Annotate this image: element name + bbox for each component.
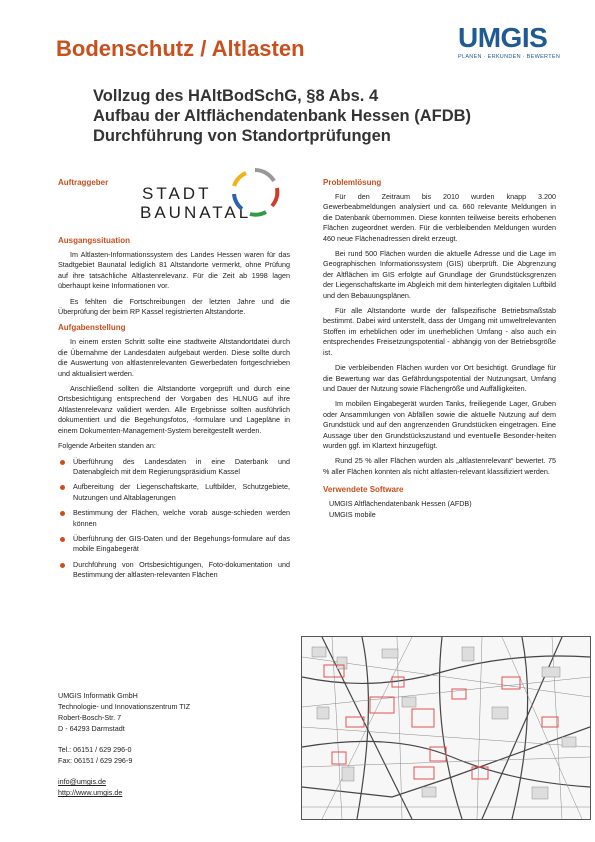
logo-tagline: PLANEN · ERKUNDEN · BEWERTEN bbox=[458, 54, 561, 60]
solution-paragraph: Die verbleibenden Flächen wurden vor Ort besichtigt. Grundlage für die Bewertung war das Gefährdungspotential der Nutzungsart, Umfang und Dauer der Nutzung sowie Flächengröße und Auffälligkeiten. bbox=[323, 363, 556, 393]
site-map-image bbox=[301, 636, 591, 820]
task-list bbox=[58, 457, 290, 581]
map-drawing bbox=[302, 637, 590, 819]
software-item: UMGIS Altflächendatenbank Hessen (AFDB) bbox=[329, 499, 472, 509]
solution-paragraph: Für alle Altstandorte wurde der fallspezifische Betriebsmaßstab bestimmt. Dabei wird unterstellt, dass der Umgang mit umweltrelevanten Stoffen im erheblichen oder im unerheblichen Umfang - also auch ein entsprechendes Freisetzungspotential - abhängig von der Betriebsgröße ist. bbox=[323, 306, 556, 357]
baunatal-logo-line-2: BAUNATAL bbox=[140, 203, 252, 222]
solution-paragraph: Rund 25 % aller Flächen wurden als „altlastenrelevant“ bewertet. 75 % aller Flächen konnten als nicht altlasten-relevant klassifiziert werden. bbox=[323, 456, 556, 476]
list-item bbox=[58, 482, 290, 503]
situation-paragraph: Im Altlasten-Informationssystem des Landes Hessen waren für das Stadtgebiet Baunatal lediglich 81 Altstandorte vermerkt, ohne Prüfung auf ihre tatsächliche Altlastenrelevanz. Für die Zeit ab 1998 lagen überhaupt keine Informationen vor. bbox=[58, 250, 290, 291]
page-title: Bodenschutz / Altlasten bbox=[56, 36, 305, 61]
subtitle-line-3: Durchführung von Standortprüfungen bbox=[93, 127, 391, 145]
bullet-icon bbox=[60, 485, 65, 490]
subtitle-line-2: Aufbau der Altflächendatenbank Hessen (AFDB) bbox=[93, 107, 472, 125]
list-item-text: Überführung des Landesdaten in eine Daterbank und Datenabgleich mit dem Regierungspräsidium Kassel bbox=[73, 456, 290, 476]
bullet-icon bbox=[60, 511, 65, 516]
list-item bbox=[58, 457, 290, 478]
task-intro: Folgende Arbeiten standen an: bbox=[58, 441, 156, 451]
subtitle-line-1: Vollzug des HAltBodSchG, §8 Abs. 4 bbox=[93, 87, 379, 105]
left-column bbox=[58, 178, 290, 586]
client-heading: Auftraggeber bbox=[58, 178, 109, 187]
right-column bbox=[323, 178, 556, 520]
solution-heading: Problemlösung bbox=[323, 178, 382, 187]
logo-wordmark: UMGIS bbox=[458, 22, 548, 53]
list-item bbox=[58, 534, 290, 555]
software-heading: Verwendete Software bbox=[323, 485, 404, 495]
list-item-text: Durchführung von Ortsbesichtigungen, Foto-dokumentation und Bestimmung der altlasten-relevanten Flächen bbox=[73, 559, 290, 580]
solution-paragraph: Im mobilen Eingabegerät wurden Tanks, freiliegende Lager, Gruben oder Ansammlungen von Abfällen sowie die aktuelle Nutzung auf dem Grundstück und auf den angrenzenden Grundstücken eingetragen. Eine Aussage über den Grundstückszustand und eventuelle Besonder-heiten wurden ggf. im Klartext hinzugefügt. bbox=[323, 399, 556, 450]
list-item-text: Überführung der GIS-Daten und der Begehungs-formulare auf das mobile Eingabegerät bbox=[73, 533, 290, 554]
company-center: Technologie- und Innovationszentrum TIZ bbox=[58, 702, 191, 711]
software-item: UMGIS mobile bbox=[329, 509, 376, 519]
umgis-logo bbox=[458, 24, 568, 60]
list-item-text: Aufbereitung der Liegenschaftskarte, Luftbilder, Schutzgebiete, Nutzungen und Altablagerungen bbox=[73, 482, 290, 502]
list-item-text: Bestimmung der Flächen, welche vorab ausge-schieden werden können bbox=[73, 508, 290, 528]
baunatal-logo-line-1: STADT bbox=[142, 184, 212, 203]
situation-paragraph: Es fehlten die Fortschreibungen der letzten Jahre und die Überprüfung der beim RP Kassel registrierten Altstandorte. bbox=[58, 296, 290, 317]
task-paragraph: Anschließend sollten die Altstandorte vorgeprüft und durch eine Ortsbesichtigung entsprechend der Vorgaben des HLNUG auf ihre Altlastenrelevanz validiert werden. Alle Ergebnisse sollten ausführlich dokumentiert und die Begehungsfotos, -formulare und Lagepläne in einem Dokumenten-Management-System bereitgestellt werden. bbox=[58, 384, 290, 435]
phone-number: Tel.: 06151 / 629 296-0 bbox=[58, 745, 132, 754]
company-street: Robert-Bosch-Str. 7 bbox=[58, 713, 122, 722]
list-item bbox=[58, 508, 290, 529]
project-subtitle bbox=[93, 86, 471, 146]
bullet-icon bbox=[60, 537, 65, 542]
fax-number: Fax: 06151 / 629 296-9 bbox=[58, 756, 133, 765]
list-item bbox=[58, 560, 290, 581]
solution-paragraph: Bei rund 500 Flächen wurden die aktuelle Adresse und die Lage im Geographischen Informationssystem (GIS) überprüft. Die Abgrenzung der Altflächen im GIS erfolgte auf Grundlage der Grundstücksgrenzen der Liegenschaftskarte im Abgleich mit dem hinterlegten digitalen Luftbild und den Bebauungsplänen. bbox=[323, 249, 556, 300]
website-link[interactable]: http://www.umgis.de bbox=[58, 788, 123, 797]
bullet-icon bbox=[60, 460, 65, 465]
solution-paragraph: Für den Zeitraum bis 2010 wurden knapp 3.200 Gewerbeabmeldungen analysiert und ca. 660 relevante Meldungen in die Datenbank übernommen. Diese konnten teilweise bereits erhobenen Flächen zugeordnet werden. Für die verbleibenden Meldungen wurden 460 neue Flächenadressen direkt erzeugt. bbox=[323, 192, 556, 243]
company-city: D - 64293 Darmstadt bbox=[58, 724, 125, 733]
situation-heading: Ausgangssituation bbox=[58, 236, 131, 245]
contact-block bbox=[58, 690, 190, 798]
email-link[interactable]: info@umgis.de bbox=[58, 777, 107, 786]
bullet-icon bbox=[60, 563, 65, 568]
task-heading: Aufgabenstellung bbox=[58, 323, 126, 333]
company-name: UMGIS Informatik GmbH bbox=[58, 691, 138, 700]
task-paragraph: In einem ersten Schritt sollte eine stadtweite Altstandortdatei durch die Übernahme der Landesdaten aufgebaut werden. Diese sollte durch die Auswertung von altlastenrelevanten Gewerbedaten fortgeschrieben und aktualisiert werden. bbox=[58, 337, 290, 378]
